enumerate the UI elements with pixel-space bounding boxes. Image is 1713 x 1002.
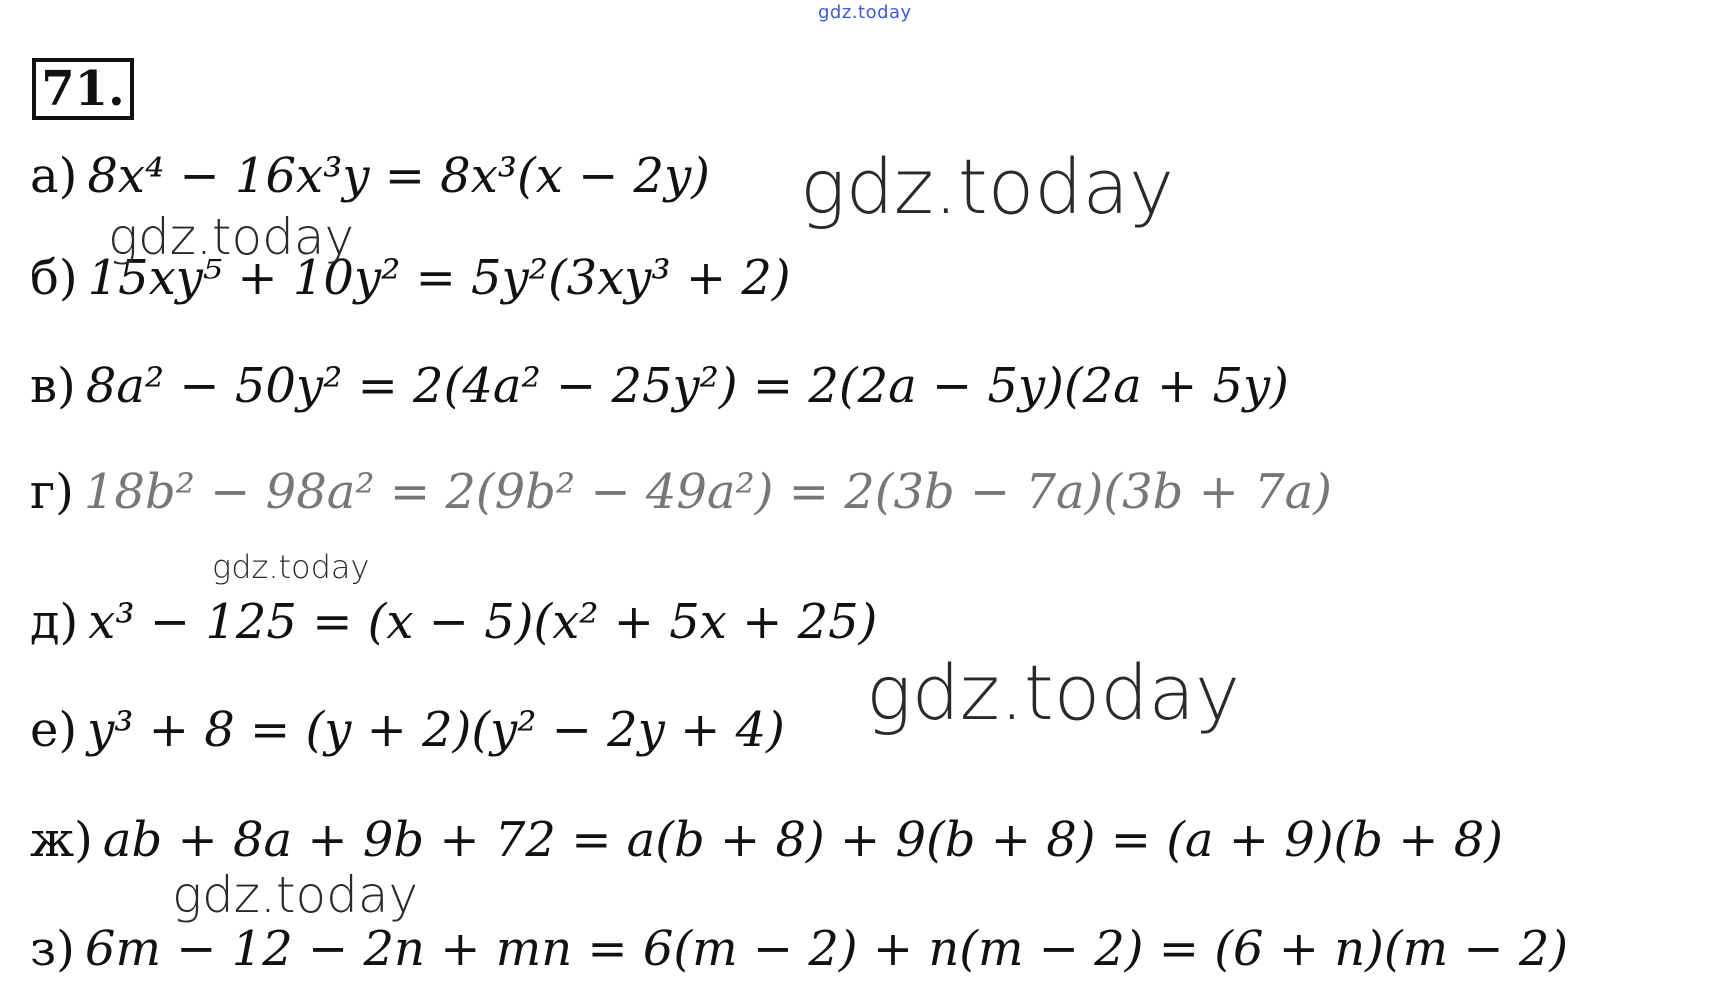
equation-g [30,464,1332,520]
equation-expression: 6m − 12 − 2n + mn = 6(m − 2) + n(m − 2) = (6 + n)(m − 2) [84,921,1569,977]
equation-label: ж) [30,812,93,868]
equation-expression: 15xy⁵ + 10y² = 5y²(3xy³ + 2) [87,250,791,306]
watermark-text: gdz.today [172,866,419,924]
equation-expression: x³ − 125 = (x − 5)(x² + 5x + 25) [88,594,878,650]
equation-v [30,358,1289,414]
equation-z [30,921,1569,977]
equation-label: а) [30,148,78,204]
equation-expression: 18b² − 98a² = 2(9b² − 49a²) = 2(3b − 7a)(3b + 7a) [83,464,1332,520]
equation-zh [30,812,1503,868]
equation-label: в) [30,358,76,414]
equation-label: г) [30,464,74,520]
equation-label: з) [30,921,75,977]
equation-expression: ab + 8a + 9b + 72 = a(b + 8) + 9(b + 8) = (a + 9)(b + 8) [102,812,1503,868]
equation-e [30,702,785,758]
equation-label: е) [30,702,78,758]
equation-label: б) [30,250,78,306]
equation-expression: y³ + 8 = (y + 2)(y² − 2y + 4) [87,702,785,758]
watermark-text: gdz.today [866,648,1240,737]
problem-number: 71. [32,58,134,120]
equation-a [30,148,710,204]
watermark-text: gdz.today [800,142,1174,231]
site-watermark-top: gdz.today [818,2,912,23]
watermark-text: gdz.today [108,208,355,266]
equation-label: д) [30,594,79,650]
equation-expression: 8x⁴ − 16x³y = 8x³(x − 2y) [87,148,710,204]
watermark-text: gdz.today [212,548,370,586]
equation-d [30,594,878,650]
equation-expression: 8a² − 50y² = 2(4a² − 25y²) = 2(2a − 5y)(2a + 5y) [85,358,1289,414]
